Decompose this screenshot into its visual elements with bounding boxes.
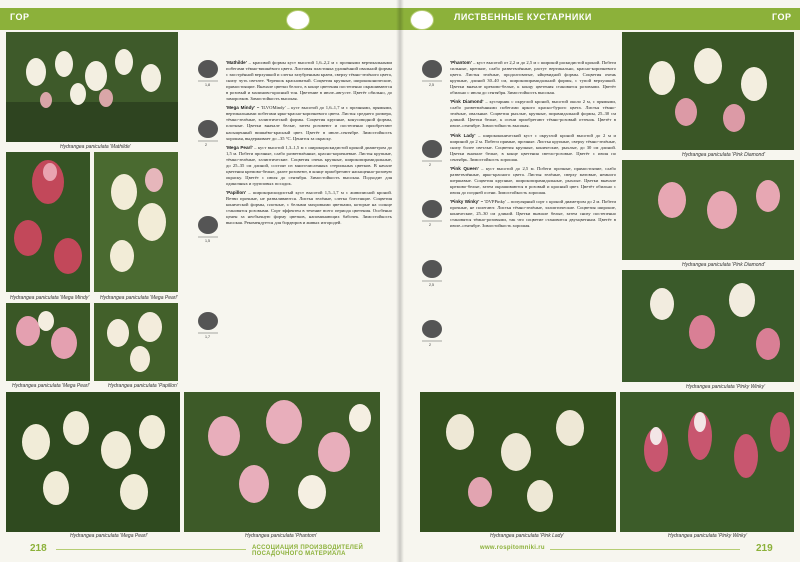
variety-entry: 'Papillon' – широкораскидистый куст высотой 1,5–1,7 м с живописной кроной. Ветви прочные, не разваливаются. Листья зелёные, слегка блестящие. Соцветия конической формы, плотные, с белыми махровыми цветками, которые на солнце становятся розовыми. Сорт эффектен в течение всего периода цветения. Особенно ценен за необычную форму цветков, напоминающих бабочек. Зимостойкость высокая. Рекомендуется для бордюров и живых изгородей. bbox=[226, 189, 393, 226]
variety-entry: 'Phantom' – куст высотой от 2,2 м до 2,5 м с широкой раскидистой кроной. Побеги сильные, крепкие, слабо разветвлённые, растут вертикально, красно-коричневого цвета. Листья зелёные, продолговатые, яйцевидной формы. Соцветия очень крупные, длиной 30–40 см, широкопирамидальной формы, с тупой верхушкой. Цветки вначале кремово-белые, к концу цветения становятся розовыми. Цветёт обильно с июля до сентября. Зимостойкость высокая. bbox=[450, 60, 616, 96]
page-number: 219 bbox=[756, 543, 773, 554]
caption-pinky-winky: Hydrangea paniculata 'Pinky Winky' bbox=[686, 384, 766, 390]
size-width-label: 2 bbox=[429, 343, 431, 347]
photo-pinky-winky-2 bbox=[620, 392, 794, 532]
ornament-icon bbox=[410, 10, 434, 30]
caption-mega-pearl-bottom: Hydrangea paniculata 'Mega Pearl' bbox=[70, 533, 148, 539]
variety-entry: 'Mathilde' – красивой формы куст высотой 1,6–2,2 м с прочными вертикальными побегами тёмно-вишнёвого цвета. Листовая пластинка удлинённой овальной формы с заострённой верхушкой и слегка зазубренным краем, сверху тёмно-зелёного цвета, снизу чуть светлее. Черешок красноватый. Соцветия крупные, ширококонические, прямостоящие. Вначале цветки белого, в конце цветения постепенно окрашиваются в розовый и малиново-красный тон. Цветение в июле–августе. Цветёт обильно, до заморозков. Зимостойкость высокая. bbox=[226, 60, 392, 102]
variety-entry: 'Pink Diamond' – кустарник с округлой кроной, высотой около 2 м, с прямыми, слабо разветвлёнными побегами яркого красно-бурого цвета. Листья тёмно-зелёные, овальные. Соцветия рыхлые, крупные, пирамидальной формы, 25–30 см длиной. Цветки белые, к осени приобретают тёмно-розовый оттенок. Цветёт в июле–сентябре. Зимостойкость высокая. bbox=[450, 99, 616, 129]
section-label: ГОР bbox=[10, 12, 30, 22]
caption-pink-lady: Hydrangea paniculata 'Pink Lady' bbox=[490, 533, 564, 539]
caption-mathilde: Hydrangea paniculata 'Mathilde' bbox=[60, 144, 131, 150]
photo-pinky-winky bbox=[622, 270, 794, 382]
photo-mathilde bbox=[6, 32, 178, 142]
header-band bbox=[400, 8, 800, 30]
photo-mega-pearl-bottom bbox=[6, 392, 180, 532]
caption-pinky-winky-2: Hydrangea paniculata 'Pinky Winky' bbox=[668, 533, 748, 539]
book-gutter bbox=[396, 0, 404, 562]
variety-entry: 'Pinky Winky' = 'DVPPinky' – популярный сорт с кроной диаметром до 2 м. Побеги прочные, не полегают. Листья тёмно-зелёные, эллиптические. Соцветия широкие, конические, 25–30 см длиной. Цветки вначале белые, затем снизу постепенно становятся тёмно-розовыми, так что соцветие становится двухцветным. Цветёт в июле–сентябре. Зимостойкость хорошая. bbox=[450, 198, 616, 229]
size-width-label: 1,5 bbox=[205, 239, 210, 243]
caption-mega-pearl-mid: Hydrangea paniculata 'Mega Pearl' bbox=[12, 383, 90, 389]
size-width-label: 2,5 bbox=[429, 83, 434, 87]
page-number: 218 bbox=[30, 543, 47, 554]
header-band bbox=[0, 8, 400, 30]
size-width-label: 1,7 bbox=[205, 335, 210, 339]
page-title: ЛИСТВЕННЫЕ КУСТАРНИКИ bbox=[454, 12, 592, 22]
size-width-label: 2 bbox=[429, 223, 431, 227]
photo-mega-pearl-top bbox=[94, 152, 178, 292]
caption-phantom: Hydrangea paniculata 'Phantom' bbox=[245, 533, 317, 539]
photo-papillon bbox=[94, 303, 178, 381]
caption-pink-diamond-2: Hydrangea paniculata 'Pink Diamond' bbox=[682, 262, 766, 268]
photo-pink-diamond-2 bbox=[622, 160, 794, 260]
size-width-label: 2,5 bbox=[429, 283, 434, 287]
association-label: АССОЦИАЦИЯ ПРОИЗВОДИТЕЛЕЙ ПОСАДОЧНОГО МАТЕРИАЛА bbox=[252, 545, 364, 557]
footer bbox=[0, 540, 400, 558]
caption-mega-mindy: Hydrangea paniculata 'Mega Mindy' bbox=[10, 295, 90, 301]
caption-pink-diamond: Hydrangea paniculata 'Pink Diamond' bbox=[682, 152, 766, 158]
variety-entry: 'Mega Pearl' – куст высотой 1,3–1,5 м с широкораскидистой кроной диаметром до 1,5 м. Побеги прочные, слабо разветвлённые, красно-коричневые. Листья крупные, тёмно-зелёные, эллиптические. Соцветия очень крупные, широкопирамидальные, до 25–35 см длиной, состоят из многочисленных стерильных цветков. В начале цветения кремово-белые, далее розовеют, в конце приобретают насыщенно-розовую окраску. Цветёт с июля до сентября. Зимостойкость высокая. Подходит для одиночных и групповых посадок. bbox=[226, 144, 392, 186]
size-width-label: 2 bbox=[429, 163, 431, 167]
footer bbox=[400, 540, 800, 558]
photo-mega-mindy bbox=[6, 152, 90, 292]
shrub-size-icon bbox=[196, 118, 220, 149]
photo-pink-lady bbox=[420, 392, 616, 532]
photo-pink-diamond bbox=[622, 32, 794, 150]
size-width-label: 2 bbox=[205, 143, 207, 147]
website-label: www.rospitomniki.ru bbox=[480, 545, 545, 551]
caption-papillon: Hydrangea paniculata 'Papillon' bbox=[108, 383, 178, 389]
ornament-icon bbox=[286, 10, 310, 30]
variety-entry: 'Pink Queen' – куст высотой до 2,5 м. Побеги прочные, прямостоячие, слабо разветвлённые, ярко-красного цвета. Листья зелёные, сверху матовые, немного шершавые. Соцветия крупные, широкопирамидальные, рыхлые. Цветки вначале кремово-белые, затем окрашиваются в розовый и красный цвет. Цветёт обильно с июля до поздней осени. Зимостойкость хорошая. bbox=[450, 165, 616, 195]
variety-entry: 'Mega Mindy' = 'ILVOMindy' – куст высотой до 1,6–1,7 м с прочными, прямыми, вертикальными побегами ярко-красно-коричневого цвета. Листья среднего размера, тёмно-зелёные, эллиптической формы. Соцветия крупные, конусовидной формы, плотные. Цветки вначале белые, затем розовеют и постепенно приобретают насыщенный вишнёво-красный цвет. Цветёт в июле–сентябре. Зимостойкость хорошая, выдерживает до –35 °С. Ценится за окраску. bbox=[226, 105, 392, 141]
size-width-label: 1,8 bbox=[205, 83, 210, 87]
variety-entry: 'Pink Lady' – ширококонический куст с округлой кроной высотой до 2 м и шириной до 2 м. Побеги прямые, прочные. Листья крупные, сверху тёмно-зелёные, снизу более светлые. Соцветия крупные, конические, рыхлые, до 30 см длиной. Цветки вначале белые, в конце цветения светло-розовые. Цветёт с июля по сентябрь. Зимостойкость хорошая. bbox=[450, 132, 617, 162]
right-text-column bbox=[450, 60, 616, 232]
shrub-size-icon bbox=[420, 138, 444, 169]
right-page bbox=[400, 0, 800, 562]
section-label: ГОР bbox=[772, 12, 792, 22]
shrub-size-icon bbox=[420, 198, 444, 229]
photo-phantom bbox=[184, 392, 380, 532]
shrub-size-icon bbox=[420, 318, 444, 349]
photo-mega-pearl-mid bbox=[6, 303, 90, 381]
caption-mega-pearl-top: Hydrangea paniculata 'Mega Pearl' bbox=[100, 295, 178, 301]
left-text-column bbox=[226, 60, 392, 229]
